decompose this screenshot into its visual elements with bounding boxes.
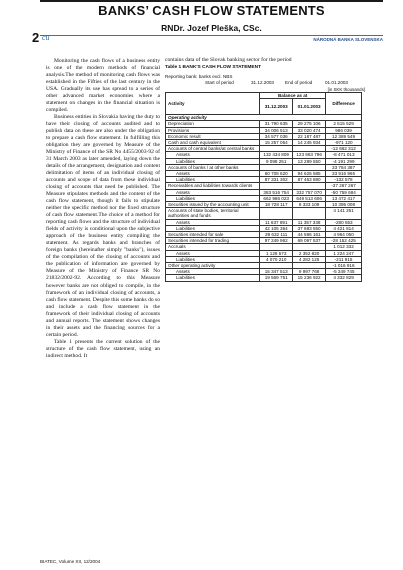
- row-value-2002: 2 352 820: [293, 250, 326, 256]
- row-difference: -971 120: [326, 140, 362, 146]
- end-value: 01.01.2003: [325, 80, 348, 85]
- row-value-2002: 649 513 606: [293, 195, 326, 201]
- row-value-2003: 34 577 036: [260, 133, 293, 139]
- row-value-2002: 332 757 070: [293, 189, 326, 195]
- row-difference: -1 016 916: [326, 263, 362, 269]
- row-label: Assets: [166, 189, 260, 195]
- row-difference: 4 964 050: [326, 232, 362, 238]
- row-label: Liabilities: [166, 275, 260, 281]
- row-label: Securities issued by the accounting unit: [166, 202, 260, 208]
- row-label: Liabilities: [166, 195, 260, 201]
- row-label: Provisions: [166, 127, 260, 133]
- start-value: 31.12.2003: [251, 80, 274, 85]
- row-difference: -280 553: [326, 219, 362, 225]
- row-difference: 12 389 549: [326, 133, 362, 139]
- row-value-2003: 4 070 210: [260, 256, 293, 262]
- row-label: Accruals: [166, 244, 260, 250]
- header-rule: [40, 0, 383, 2]
- col-activity: Activity: [166, 93, 260, 115]
- row-value-2003: [260, 208, 293, 219]
- paragraph-continuation: contains data of the Slovak banking sector for the period: [165, 57, 292, 63]
- row-value-2002: 15 236 922: [293, 275, 326, 281]
- row-difference: -28 152 425: [326, 238, 362, 244]
- row-value-2002: 9 997 768: [293, 269, 326, 275]
- start-label: Start of period: [205, 80, 234, 85]
- row-value-2002: 44 596 161: [293, 232, 326, 238]
- table-row: [166, 275, 362, 281]
- row-value-2003: 1 128 573: [260, 250, 293, 256]
- row-difference: 986 039: [326, 127, 362, 133]
- col-difference: Difference: [326, 93, 362, 115]
- row-label: Assets: [166, 219, 260, 225]
- row-label: Securities intended for trading: [166, 238, 260, 244]
- row-value-2002: 11 357 338: [293, 219, 326, 225]
- cash-flow-table: [165, 92, 362, 282]
- row-difference: -211 915: [326, 256, 362, 262]
- row-value-2002: 87 463 880: [293, 177, 326, 183]
- row-value-2003: 39 632 111: [260, 232, 293, 238]
- row-label: Liabilities: [166, 158, 260, 164]
- row-value-2002: 29 275 106: [293, 121, 326, 127]
- col-balance: Balance as at: [260, 93, 326, 99]
- row-difference: -4 191 299: [326, 158, 362, 164]
- row-value-2002: 22 187 487: [293, 133, 326, 139]
- row-value-2003: 19 569 751: [260, 275, 293, 281]
- end-label: End of period: [285, 80, 313, 85]
- row-value-2002: 13 289 550: [293, 158, 326, 164]
- period-row: [165, 80, 365, 87]
- row-value-2002: 8 333 109: [293, 202, 326, 208]
- row-label: Accounts of central banks/at central banks: [166, 146, 260, 152]
- footer: BIATEC, Volume XII, 12/2004: [40, 559, 101, 564]
- row-difference: -12 662 312: [326, 146, 362, 152]
- row-value-2003: 132 434 809: [260, 152, 293, 158]
- row-label: Depreciation: [166, 121, 260, 127]
- row-difference: 4 332 829: [326, 275, 362, 281]
- row-difference: -37 267 267: [326, 183, 362, 189]
- paragraph: Business entities in Slovakia having the duty to have their closing of accounts audited and to publish data on these are also under the obligation to prepare a cash flow statement. In fulfilling this obligation they are governed by Measure of the Ministry of Finance of the SR No 4455/2003-92 of 31 March 2003 as later amended, laying down the details of the arrangement, designation and content delimitation of items of an individual closing of accounts and scope of data from these individual closing of accounts that need be published. The Measure stipulates methods and the content of the cash flow statement, though it fails to stipulate neither the specific method nor the fixed structure of cash flow statement.The choice of a method for reporting cash flows and the structure of individual fields of activity is conditional upon the subjective approach of the business entity compiling the statement. As regards banks and branches of foreign banks (hereinafter simply "banks"), issues of the compilation of the closing of accounts and the publication of information are governed by Measure of the Ministry of Finance SR No 21832/2002-92. According to this Measure however banks are not obliged to compile, in the framework of an individual closing of accounts, a cash flow statement. Despite this some banks do so and include a cash flow statement in the framework of their individual closing of accounts and annual reports. The statement shows changes in their assets and the financing sources for a certain period.: [46, 114, 160, 338]
- row-label: Cash and cash equivalent: [166, 140, 260, 146]
- paragraph: Monitoring the cash flows of a business entity is one of the modern methods of financial analysis.The method of monitoring cash flows was established in the Fifties of the last century in the USA. Gradually its use has spread to a series of other advanced market economies where a statement on changes in the financial situation is compiled.: [46, 58, 160, 114]
- col-date-1: 31.12.2003: [260, 99, 293, 115]
- row-value-2003: 60 708 620: [260, 171, 293, 177]
- row-value-2003: 662 986 023: [260, 195, 293, 201]
- row-value-2003: 34 006 513: [260, 127, 293, 133]
- article-author: RNDr. Jozef Pleška, CSc.: [161, 23, 262, 33]
- article-title: BANKS’ CASH FLOW STATEMENTS: [98, 3, 325, 18]
- row-value-2003: 15 347 513: [260, 269, 293, 275]
- table-row: [166, 195, 362, 201]
- row-value-2002: 69 097 537: [293, 238, 326, 244]
- row-difference: 1 012 332: [326, 244, 362, 250]
- row-label: Liabilities: [166, 177, 260, 183]
- row-difference: -8 471 013: [326, 152, 362, 158]
- row-value-2002: 33 020 474: [293, 127, 326, 133]
- article-body: [46, 58, 160, 360]
- col-date-2: 01.01.2003: [293, 99, 326, 115]
- row-label: Economic result: [166, 133, 260, 139]
- row-difference: 33 784 387: [326, 164, 362, 170]
- row-difference: 13 472 417: [326, 195, 362, 201]
- row-value-2002: 37 683 550: [293, 225, 326, 231]
- row-label: Assets: [166, 269, 260, 275]
- row-difference: 33 916 965: [326, 171, 362, 177]
- row-label: Assets: [166, 152, 260, 158]
- units-note: [in SKK thousands]: [327, 87, 365, 92]
- row-value-2003: 18 728 117: [260, 202, 293, 208]
- row-label: Receivables and liabilities towards clients: [166, 183, 260, 189]
- row-label: Securities intended for sale: [166, 232, 260, 238]
- row-value-2002: 123 963 796: [293, 152, 326, 158]
- row-value-2003: 42 105 364: [260, 225, 293, 231]
- table-row: [166, 208, 362, 219]
- row-difference: 4 421 814: [326, 225, 362, 231]
- row-value-2002: 14 245 934: [293, 140, 326, 146]
- row-value-2002: 94 625 585: [293, 171, 326, 177]
- row-difference: 2 515 529: [326, 121, 362, 127]
- row-label: Accounts of state bodies, territorial authorities and funds: [166, 208, 260, 219]
- paragraph: Table 1 presents the current solution of the structure of the cash flow statement, using an indirect method. It: [46, 338, 160, 359]
- row-label: Assets: [166, 171, 260, 177]
- table-title: Table 1 BANK'S CASH FLOW STATEMENT: [165, 65, 262, 70]
- section-operating: Operating activity: [166, 115, 362, 121]
- right-column: [165, 57, 365, 282]
- page-number: 2: [32, 30, 40, 45]
- row-value-2003: 11 637 891: [260, 219, 293, 225]
- row-value-2003: 31 790 635: [260, 121, 293, 127]
- header-divider: [40, 35, 383, 36]
- row-value-2002: [293, 208, 326, 219]
- reporting-bank: Reporting bank: banks excl. NBS: [165, 74, 233, 79]
- row-label: Liabilities: [166, 256, 260, 262]
- row-difference: 4 141 261: [326, 208, 362, 219]
- row-difference: -132 578: [326, 177, 362, 183]
- row-value-2003: 15 257 054: [260, 140, 293, 146]
- row-label: Other operating activity: [166, 263, 260, 269]
- row-difference: -5 349 745: [326, 269, 362, 275]
- row-value-2003: 9 098 251: [260, 158, 293, 164]
- row-label: Liabilities: [166, 225, 260, 231]
- row-label: Assets: [166, 250, 260, 256]
- row-value-2003: 97 249 962: [260, 238, 293, 244]
- row-label: Accounts of banks / at other banks: [166, 164, 260, 170]
- row-value-2003: 383 516 754: [260, 189, 293, 195]
- row-difference: -50 759 684: [326, 189, 362, 195]
- row-difference: 1 224 247: [326, 250, 362, 256]
- row-value-2002: 4 282 125: [293, 256, 326, 262]
- row-value-2003: 87 331 302: [260, 177, 293, 183]
- journal-logo-text: NÁRODNÁ BANKA SLOVENSKA: [313, 37, 383, 42]
- page-suffix: cu: [42, 33, 50, 42]
- row-difference: 10 395 008: [326, 202, 362, 208]
